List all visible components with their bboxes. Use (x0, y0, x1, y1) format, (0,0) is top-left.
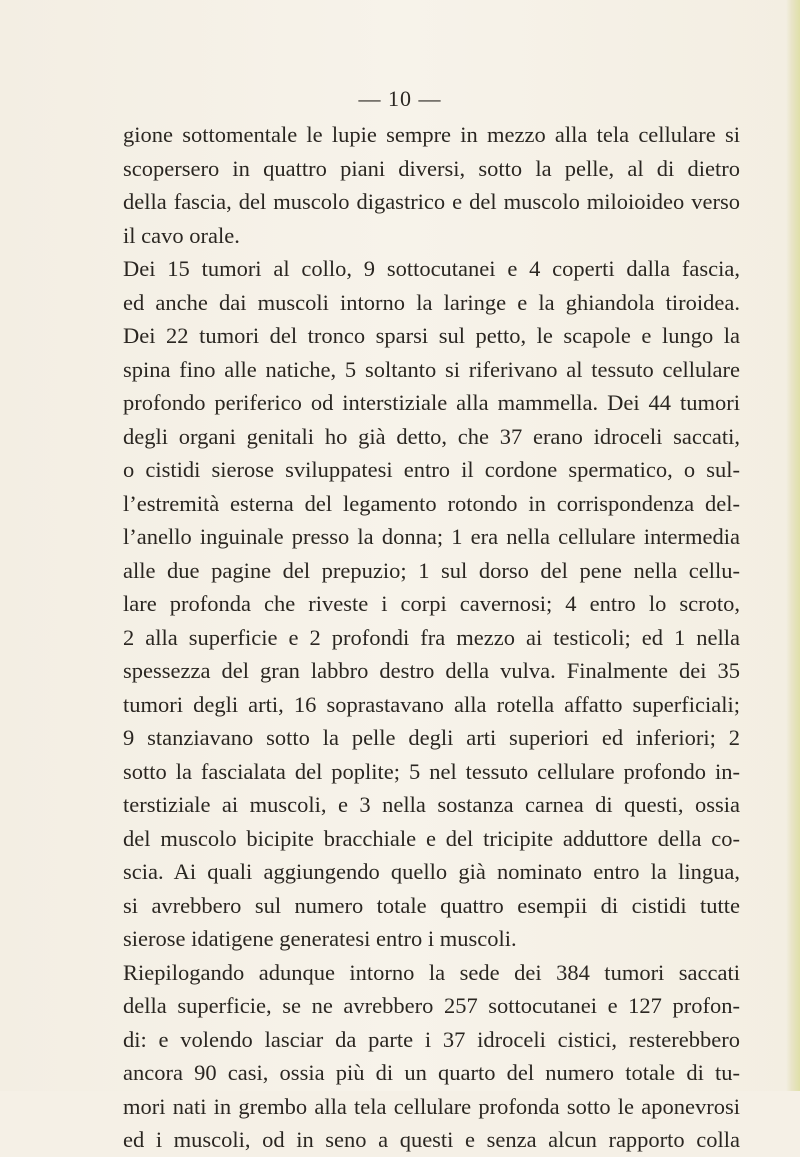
text-line: terstiziale ai muscoli, e 3 nella sostanza carnea di questi, ossia (123, 792, 740, 817)
text-line: o cistidi sierose sviluppatesi entro il cordone spermatico, o sul- (123, 457, 740, 482)
text-line: sotto la fascialata del poplite; 5 nel tessuto cellulare profondo in- (123, 758, 740, 784)
page-edge (786, 0, 800, 1091)
text-line: Dei 15 tumori al collo, 9 sottocutanei e 4 coperti dalla fascia, (123, 256, 740, 281)
text-line: profondo periferico od interstiziale alla mammella. Dei 44 tumori (123, 390, 740, 415)
text-line: lare profonda che riveste i corpi cavernosi; 4 entro lo scroto, (123, 591, 740, 616)
text-line: degli organi genitali ho già detto, che 37 erano idroceli saccati, (123, 423, 740, 449)
text-line: l’estremità esterna del legamento rotondo in corrispondenza del- (123, 490, 740, 516)
text-line: spina fino alle natiche, 5 soltanto si riferivano al tessuto cellulare (123, 356, 740, 382)
page-number: — 10 — (358, 86, 442, 111)
text-line: scia. Ai quali aggiungendo quello già nominato entro la lingua, (123, 859, 740, 884)
text-line: alle due pagine del prepuzio; 1 sul dorso del pene nella cellu- (123, 557, 740, 583)
text-line: mori nati in grembo alla tela cellulare profonda sotto le aponevrosi (123, 1093, 740, 1119)
text-line: della fascia, del muscolo digastrico e del muscolo miloioideo verso (123, 189, 740, 214)
text-line: spessezza del gran labbro destro della vulva. Finalmente dei 35 (123, 658, 740, 683)
text-line: ed i muscoli, od in seno a questi e senza alcun rapporto colla (123, 1127, 740, 1152)
text-line: di: e volendo lasciar da parte i 37 idroceli cistici, resterebbero (123, 1026, 740, 1052)
text-line: Riepilogando adunque intorno la sede dei 384 tumori saccati (123, 959, 740, 985)
body-text (123, 118, 740, 1157)
text-line: sierose idatigene generatesi entro i muscoli. (123, 926, 517, 951)
text-line: si avrebbero sul numero totale quattro esempii di cistidi tutte (123, 892, 740, 918)
text-line: scopersero in quattro piani diversi, sotto la pelle, al di dietro (123, 155, 740, 181)
text-line: del muscolo bicipite bracchiale e del tricipite adduttore della co- (123, 825, 740, 851)
text-line: il cavo orale. (123, 222, 240, 248)
text-line: ancora 90 casi, ossia più di un quarto del numero totale di tu- (123, 1060, 740, 1085)
text-line: Dei 22 tumori del tronco sparsi sul petto, le scapole e lungo la (123, 323, 740, 348)
text-line: l’anello inguinale presso la donna; 1 era nella cellulare intermedia (123, 524, 740, 549)
text-line: tumori degli arti, 16 soprastavano alla rotella affatto superficiali; (123, 691, 740, 717)
text-line: 2 alla superficie e 2 profondi fra mezzo ai testicoli; ed 1 nella (123, 624, 740, 650)
text-line: 9 stanziavano sotto la pelle degli arti superiori ed inferiori; 2 (123, 725, 740, 750)
text-line: ed anche dai muscoli intorno la laringe e la ghiandola tiroidea. (123, 289, 740, 315)
text-line: gione sottomentale le lupie sempre in mezzo alla tela cellulare si (123, 122, 740, 147)
text-line: della superficie, se ne avrebbero 257 sottocutanei e 127 profon- (123, 993, 740, 1018)
